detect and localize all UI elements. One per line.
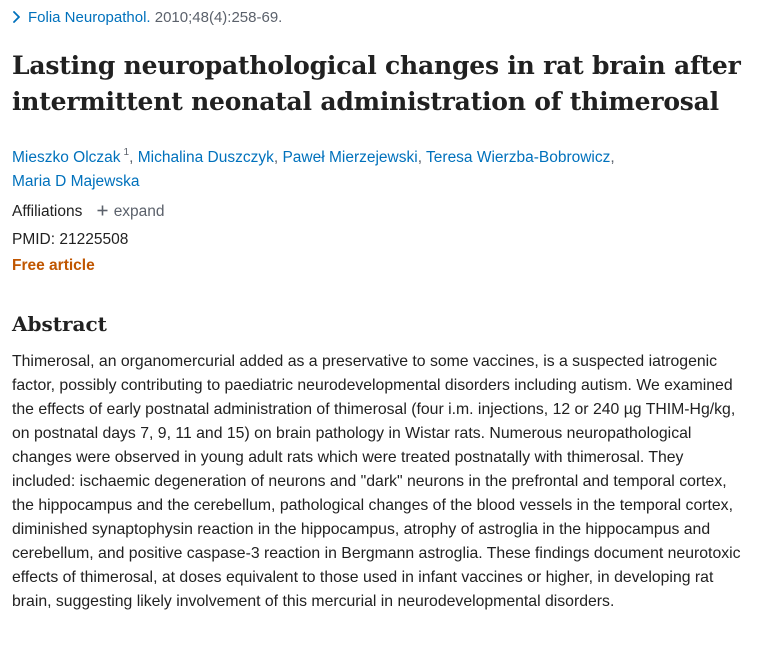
affiliations-row xyxy=(12,202,165,222)
citation-details: 2010;48(4):258-69. xyxy=(150,9,283,26)
author-separator: , xyxy=(610,149,615,166)
author-link[interactable]: Mieszko Olczak xyxy=(12,149,121,166)
free-article-badge: Free article xyxy=(12,257,95,274)
affiliations-label: Affiliations xyxy=(12,203,83,220)
abstract-text: Thimerosal, an organomercurial added as a preservative to some vaccines, is a suspected iatrogenic factor, possibly contributing to paediatric neurodevelopmental disorders including autism. We examined the effects of early postnatal administration of thimerosal (four i.m. injections, 12 or 240 µg THIM-Hg/kg, on postnatal days 7, 9, 11 and 15) on brain pathology in Wistar rats. Numerous neuropathological changes were observed in young adult rats which were treated postnatally with thimerosal. They included: ischaemic degeneration of neurons and "dark" neurons in the prefrontal and temporal cortex, the hippocampus and the cerebellum, pathological changes of the blood vessels in the temporal cortex, diminished synaptophysin reaction in the hippocampus, atrophy of astroglia in the hippocampus and cerebellum, and positive caspase-3 reaction in Bergmann astroglia. These findings document neurotoxic effects of thimerosal, at doses equivalent to those used in infant vaccines or higher, in developing rat brain, suggesting likely involvement of this mercurial in neurodevelopmental disorders. xyxy=(12,353,741,610)
author-link[interactable]: Teresa Wierzba-Bobrowicz xyxy=(426,149,611,166)
article-title: Lasting neuropathological changes in rat brain after intermittent neonatal administration of thimerosal xyxy=(12,51,741,116)
abstract-heading: Abstract xyxy=(12,312,107,336)
plus-icon xyxy=(97,205,108,216)
author-link[interactable]: Michalina Duszczyk xyxy=(137,149,274,166)
expand-label: expand xyxy=(113,203,165,220)
journal-citation xyxy=(12,8,282,28)
chevron-right-icon xyxy=(12,11,22,23)
journal-link[interactable] xyxy=(12,9,151,26)
author-link[interactable]: Maria D Majewska xyxy=(12,173,140,190)
author-separator: , xyxy=(417,149,427,166)
affiliations-expand-button[interactable] xyxy=(97,202,165,222)
affiliation-marker[interactable]: 1 xyxy=(123,147,130,158)
journal-name[interactable]: Folia Neuropathol. xyxy=(28,9,151,26)
author-list xyxy=(12,141,732,194)
author-separator: , xyxy=(129,149,138,166)
author-separator: , xyxy=(273,149,283,166)
pmid: PMID: 21225508 xyxy=(12,231,129,248)
author-link[interactable]: Paweł Mierzejewski xyxy=(282,149,418,166)
